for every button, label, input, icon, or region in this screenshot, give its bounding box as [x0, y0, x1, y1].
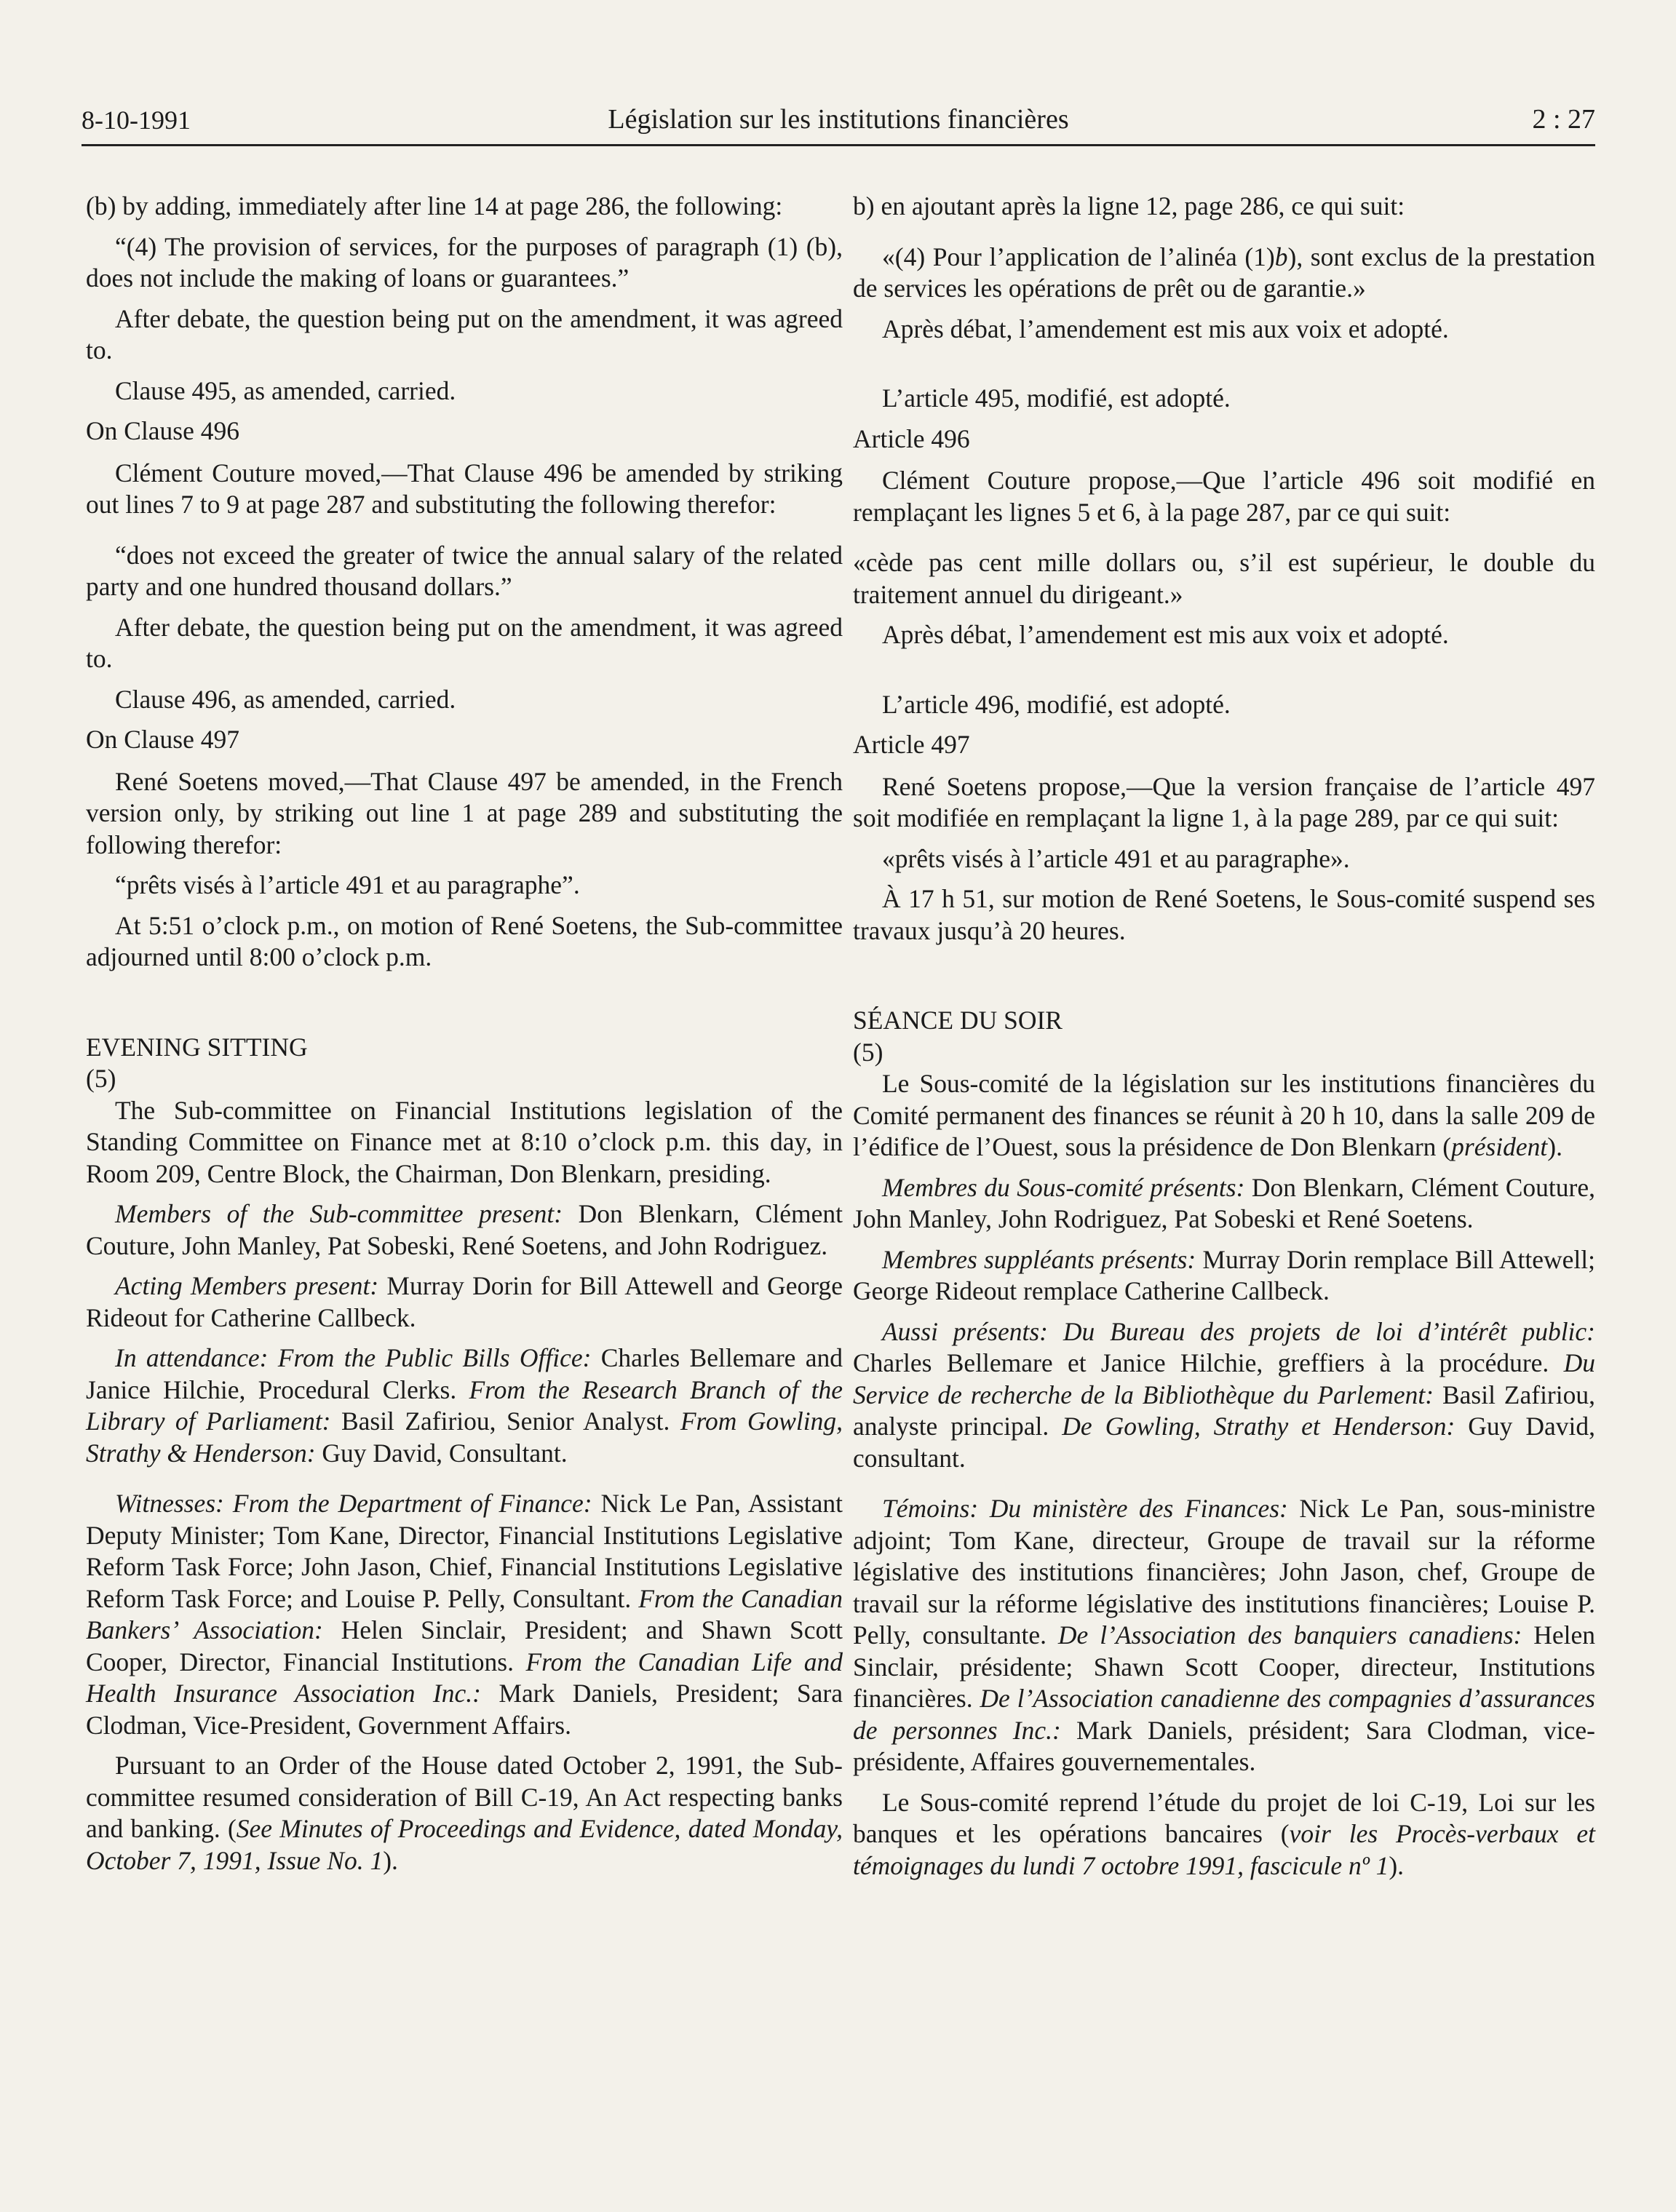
fr-article-496-adopted: L’article 496, modifié, est adopté. [882, 689, 1231, 719]
en-acting-members: Acting Members present: Murray Dorin for Bill Attewell and George Rideout for Catherine Callbeck. [86, 1271, 843, 1332]
en-couture-motion: Clément Couture moved,—That Clause 496 be amended by striking out lines 7 to 9 at page 287 and substituting the following therefor: [86, 458, 843, 519]
fr-sitting-number: (5) [853, 1037, 883, 1067]
en-heading-clause-496: On Clause 496 [86, 416, 240, 445]
en-soetens-motion: René Soetens moved,—That Clause 497 be amended, in the French version only, by striking out line 1 at page 289 and substituting the following therefor: [86, 766, 843, 859]
en-meeting-intro: The Sub-committee on Financial Institutions legislation of the Standing Committee on Finance met at 8:10 o’clock p.m. this day, in Room 209, Centre Block, the Chairman, Don Blenkarn, presiding. [86, 1095, 843, 1188]
page-header [82, 100, 1595, 146]
en-quote-4: “(4) The provision of services, for the purposes of paragraph (1) (b), does not include the making of loans or guarantees.” [86, 231, 843, 293]
fr-heading-seance-du-soir: SÉANCE DU SOIR [853, 1006, 1063, 1035]
header-page-number: 2 : 27 [1532, 104, 1595, 135]
fr-heading-article-496: Article 496 [853, 423, 970, 453]
en-order-of-house: Pursuant to an Order of the House dated October 2, 1991, the Sub-committee resumed consideration of Bill C-19, An Act respecting banks and banking. (See Minutes of Proceedings and Evidence, dated Monday, October 7, 1991, Issue No. 1). [86, 1751, 843, 1875]
en-quote-496: “does not exceed the greater of twice the annual salary of the related party and one hundred thousand dollars.” [86, 540, 843, 601]
fr-resume-study: Le Sous-comité reprend l’étude du projet de loi C-19, Loi sur les banques et les opérations bancaires (voir les Procès-verbaux et témoignages du lundi 7 octobre 1991, fascicule nº 1). [853, 1787, 1595, 1880]
fr-quote-496: «cède pas cent mille dollars ou, s’il est supérieur, le double du traitement annuel du dirigeant.» [853, 548, 1595, 609]
fr-amendment-b: b) en ajoutant après la ligne 12, page 286, ce qui suit: [853, 191, 1405, 220]
fr-quote-497: «prêts visés à l’article 491 et au paragraphe». [882, 843, 1350, 873]
en-amendment-b: (b) by adding, immediately after line 14 at page 286, the following: [86, 191, 783, 220]
en-in-attendance: In attendance: From the Public Bills Office: Charles Bellemare and Janice Hilchie, Procedural Clerks. From the Research Branch of the Library of Parliament: Basil Zafiriou, Senior Analyst. From Gowling, Strathy & Henderson: Guy David, Consultant. [86, 1343, 843, 1468]
en-witnesses: Witnesses: From the Department of Finance: Nick Le Pan, Assistant Deputy Minister; Tom Kane, Director, Financial Institutions Legislative Reform Task Force; John Jason, Chief, Financial Institutions Legislative Reform Task Force; and Louise P. Pelly, Consultant. From the Canadian Bankers’ Association: Helen Sinclair, President; and Shawn Scott Cooper, Director, Financial Institutions. From the Canadian Life and Health Insurance Association Inc.: Mark Daniels, President; Sara Clodman, Vice-President, Government Affairs. [86, 1489, 843, 1740]
fr-acting-members: Membres suppléants présents: Murray Dorin remplace Bill Attewell; George Rideout remplace Catherine Callbeck. [853, 1244, 1595, 1305]
en-members-present: Members of the Sub-committee present: Don Blenkarn, Clément Couture, John Manley, Pat Sobeski, René Soetens, and John Rodriguez. [86, 1199, 843, 1260]
french-column [853, 191, 1595, 1890]
en-clause-496-carried: Clause 496, as amended, carried. [115, 684, 456, 714]
en-sitting-number: (5) [86, 1064, 116, 1093]
fr-meeting-intro: Le Sous-comité de la législation sur les institutions financières du Comité permanent des finances se réunit à 20 h 10, dans la salle 209 de l’édifice de l’Ouest, sous la présidence de Don Blenkarn (président). [853, 1069, 1595, 1161]
fr-article-495-adopted: L’article 495, modifié, est adopté. [882, 383, 1231, 413]
en-debate-2: After debate, the question being put on the amendment, it was agreed to. [86, 612, 843, 673]
en-heading-clause-497: On Clause 497 [86, 725, 240, 754]
fr-members-present: Membres du Sous-comité présents: Don Blenkarn, Clément Couture, John Manley, John Rodriguez, Pat Sobeski et René Soetens. [853, 1172, 1595, 1233]
en-clause-495-carried: Clause 495, as amended, carried. [115, 375, 456, 405]
fr-soetens-motion: René Soetens propose,—Que la version française de l’article 497 soit modifiée en remplaçant la ligne 1, à la page 289, par ce qui suit: [853, 771, 1595, 832]
header-title: Législation sur les institutions financières [608, 104, 1069, 135]
header-date: 8-10-1991 [82, 106, 191, 135]
fr-heading-article-497: Article 497 [853, 730, 970, 759]
en-heading-evening-sitting: EVENING SITTING [86, 1032, 308, 1062]
english-column [86, 191, 843, 1885]
en-adjourn: At 5:51 o’clock p.m., on motion of René Soetens, the Sub-committee adjourned until 8:00 o’clock p.m. [86, 910, 843, 971]
fr-in-attendance: Aussi présents: Du Bureau des projets de loi d’intérêt public: Charles Bellemare et Janice Hilchie, greffiers à la procédure. Du Service de recherche de la Bibliothèque du Parlement: Basil Zafiriou, analyste principal. De Gowling, Strathy et Henderson: Guy David, consultant. [853, 1316, 1595, 1473]
fr-couture-motion: Clément Couture propose,—Que l’article 496 soit modifié en remplaçant les lignes 5 et 6, à la page 287, par ce qui suit: [853, 466, 1595, 527]
fr-quote-4: «(4) Pour l’application de l’alinéa (1)b), sont exclus de la prestation de services les opérations de prêt ou de garantie.» [853, 242, 1596, 303]
fr-debate-2: Après débat, l’amendement est mis aux voix et adopté. [882, 620, 1449, 649]
fr-adjourn: À 17 h 51, sur motion de René Soetens, le Sous-comité suspend ses travaux jusqu’à 20 heures. [853, 884, 1595, 945]
en-quote-497: “prêts visés à l’article 491 et au paragraphe”. [115, 870, 580, 899]
fr-debate-1: Après débat, l’amendement est mis aux voix et adopté. [882, 314, 1449, 343]
fr-witnesses: Témoins: Du ministère des Finances: Nick Le Pan, sous-ministre adjoint; Tom Kane, directeur, Groupe de travail sur la réforme législative des institutions financières; John Jason, chef, Groupe de travail sur la réforme législative des institutions financières; Louise P. Pelly, consultante. De l’Association des banquiers canadiens: Helen Sinclair, présidente; Shawn Scott Cooper, directeur, Institutions financières. De l’Association canadienne des compagnies d’assurances de personnes Inc.: Mark Daniels, président; Sara Clodman, vice-présidente, Affaires gouvernementales. [853, 1494, 1596, 1776]
en-debate-1: After debate, the question being put on the amendment, it was agreed to. [86, 303, 843, 365]
